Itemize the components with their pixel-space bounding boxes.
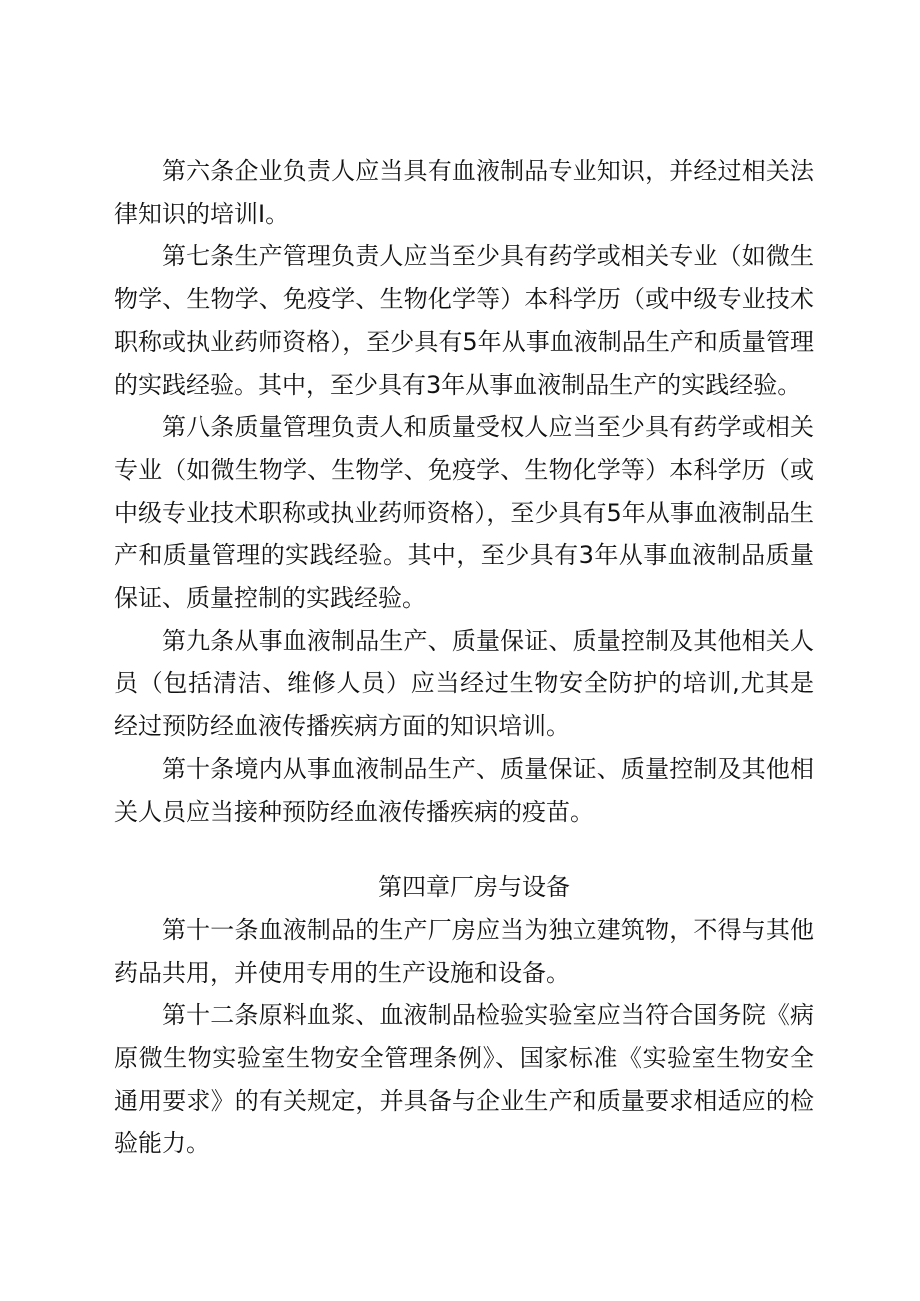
document-page	[114, 150, 814, 1165]
article-7: 第七条生产管理负责人应当至少具有药学或相关专业（如微生物学、生物学、免疫学、生物化学等）本科学历（或中级专业技术职称或执业药师资格），至少具有5年从事血液制品生产和质量管理的实践经验。其中，至少具有3年从事血液制品生产的实践经验。	[114, 242, 814, 399]
article-8: 第八条质量管理负责人和质量受权人应当至少具有药学或相关专业（如微生物学、生物学、免疫学、生物化学等）本科学历（或中级专业技术职称或执业药师资格），至少具有5年从事血液制品生产和质量管理的实践经验。其中，至少具有3年从事血液制品质量保证、质量控制的实践经验。	[114, 413, 814, 613]
article-12: 第十二条原料血浆、血液制品检验实验室应当符合国务院《病原微生物实验室生物安全管理条例》、国家标准《实验室生物安全通用要求》的有关规定，并具备与企业生产和质量要求相适应的检验能力。	[114, 1001, 814, 1158]
article-9: 第九条从事血液制品生产、质量保证、质量控制及其他相关人员（包括清洁、维修人员）应当经过生物安全防护的培训,尤其是经过预防经血液传播疾病方面的知识培训。	[114, 626, 814, 741]
article-11: 第十一条血液制品的生产厂房应当为独立建筑物，不得与其他药品共用，并使用专用的生产设施和设备。	[114, 915, 814, 987]
article-10: 第十条境内从事血液制品生产、质量保证、质量控制及其他相关人员应当接种预防经血液传播疾病的疫苗。	[114, 754, 814, 826]
chapter-title: 第四章厂房与设备	[378, 873, 570, 902]
article-6: 第六条企业负责人应当具有血液制品专业知识，并经过相关法律知识的培训I。	[114, 157, 814, 228]
